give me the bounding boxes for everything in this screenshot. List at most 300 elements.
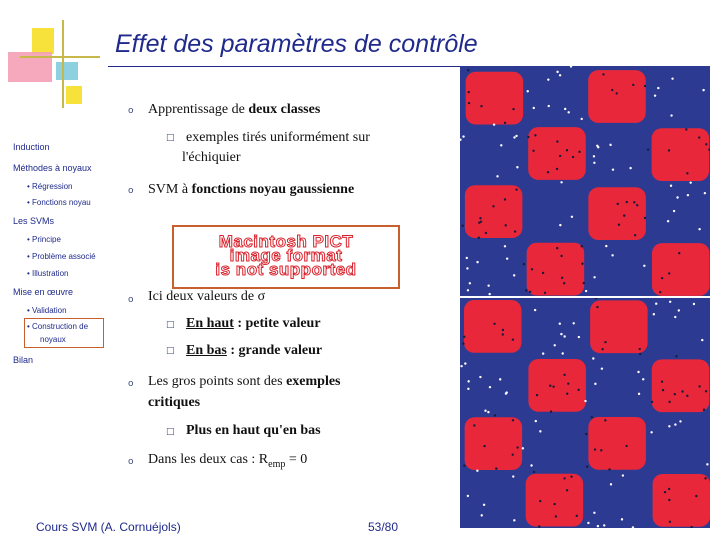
sidebar-item-validation[interactable]: • Validation [27, 306, 67, 315]
sample-point [670, 185, 672, 187]
sample-point [512, 419, 514, 421]
bullet-3 [148, 289, 265, 305]
bullet-circle-icon: o [128, 379, 134, 389]
bullet-circle-icon: o [128, 295, 134, 305]
bullet-3-sub-2 [186, 343, 322, 359]
bullet-4-line1 [148, 374, 341, 390]
en-bas-value: : grande valeur [226, 343, 323, 358]
sample-point [612, 168, 614, 170]
sample-point [492, 205, 494, 207]
sample-point [585, 290, 587, 292]
sample-point [617, 203, 619, 205]
sample-point [593, 512, 595, 514]
sample-point [626, 201, 628, 203]
sample-point [703, 409, 705, 411]
bullet-2 [148, 182, 354, 198]
sample-point [705, 390, 707, 392]
sample-point [633, 201, 635, 203]
decor-square-yellow [32, 28, 54, 54]
sample-point [547, 78, 549, 80]
sample-point [535, 420, 537, 422]
sidebar-item-mise-en-oeuvre[interactable]: Mise en œuvre [13, 287, 74, 297]
red-region [652, 359, 710, 412]
sample-point [533, 107, 535, 109]
sample-point [685, 128, 687, 130]
sample-point [564, 108, 566, 110]
sample-point [695, 495, 697, 497]
sample-point [668, 425, 670, 427]
sample-point [600, 449, 602, 451]
sample-point [668, 149, 670, 151]
red-region [528, 127, 586, 180]
sample-point [506, 257, 508, 259]
sample-point [668, 499, 670, 501]
sample-point [469, 282, 471, 284]
bullet-5 [148, 452, 307, 470]
pict-line-1: Macintosh PICT [218, 232, 354, 251]
sample-point [698, 385, 700, 387]
sample-point [559, 224, 561, 226]
sample-point [505, 392, 507, 394]
sample-point [538, 525, 540, 527]
sample-point [603, 524, 605, 526]
sample-point [593, 155, 595, 157]
bullet-1-sub-line2: l'échiquier [182, 150, 241, 165]
footer-page-number: 53/80 [368, 520, 399, 534]
red-region [652, 243, 710, 296]
red-region [464, 300, 522, 353]
sample-point [661, 380, 663, 382]
sidebar-item-probleme[interactable]: • Problème associé [27, 252, 96, 261]
decor-square-yellow-2 [66, 86, 82, 104]
sample-point [539, 430, 541, 432]
sample-point [578, 151, 580, 153]
sample-point [542, 272, 544, 274]
sidebar-item-regression[interactable]: • Régression [27, 182, 73, 191]
sample-point [647, 148, 649, 150]
sample-point [512, 475, 514, 477]
sample-point [515, 188, 517, 190]
sample-point [559, 323, 561, 325]
sample-point [547, 171, 549, 173]
sample-point [654, 94, 656, 96]
sample-point [542, 352, 544, 354]
sample-point [466, 267, 468, 269]
sample-point [467, 69, 469, 71]
sample-point [687, 194, 689, 196]
bullet-3-text: Ici deux valeurs de [148, 289, 258, 304]
sample-point [512, 453, 514, 455]
sample-point [616, 92, 618, 94]
sample-point [581, 245, 583, 247]
sample-point [566, 149, 568, 151]
sidebar-item-principe[interactable]: • Principe [27, 235, 61, 244]
pict-line-2: image format [229, 246, 343, 265]
sidebar-item-illustration[interactable]: • Illustration [27, 269, 69, 278]
sample-point [608, 468, 610, 470]
sample-point [566, 489, 568, 491]
bullet-1-sub-line1: exemples tirés uniformément sur [186, 130, 370, 145]
sample-point [610, 483, 612, 485]
bullet-4-text: Les gros points sont des [148, 374, 287, 389]
sample-point [593, 162, 595, 164]
sample-point [504, 122, 506, 124]
sample-point [481, 514, 483, 516]
sample-point [578, 336, 580, 338]
sample-point [605, 245, 607, 247]
sample-point [583, 282, 585, 284]
sample-point [502, 333, 504, 335]
sample-point [671, 77, 673, 79]
sample-point [534, 134, 536, 136]
sample-point [670, 114, 672, 116]
sample-point [480, 220, 482, 222]
sample-point [467, 380, 469, 382]
sample-point [629, 167, 631, 169]
sample-point [522, 447, 524, 449]
sample-point [529, 291, 531, 293]
sample-point [499, 378, 501, 380]
sample-point [567, 111, 569, 113]
sample-point [642, 378, 644, 380]
red-region [652, 128, 710, 181]
sample-point [560, 181, 562, 183]
sample-point [661, 277, 663, 279]
sample-point [657, 87, 659, 89]
sample-point [484, 410, 486, 412]
sample-point [653, 313, 655, 315]
title-underline [108, 66, 520, 67]
red-region [588, 187, 646, 240]
sample-point [556, 140, 558, 142]
sample-point [674, 393, 676, 395]
sample-point [527, 136, 529, 138]
sample-point [678, 309, 680, 311]
sample-point [483, 504, 485, 506]
sample-point [650, 431, 652, 433]
sample-point [531, 268, 533, 270]
sample-point [693, 303, 695, 305]
sample-point [675, 355, 677, 357]
sample-point [669, 521, 671, 523]
sample-point [560, 333, 562, 335]
sample-point [618, 224, 620, 226]
sample-point [597, 525, 599, 527]
sample-point [463, 464, 465, 466]
sample-point [594, 383, 596, 385]
bullet-4-bold-1: exemples [286, 374, 341, 389]
sample-point [478, 236, 480, 238]
sample-point [513, 136, 515, 138]
pict-line-3: is not supported [215, 260, 357, 279]
checkerboard-figure [460, 66, 710, 528]
sample-point [505, 224, 507, 226]
bullet-1 [148, 102, 320, 118]
sample-point [495, 467, 497, 469]
sidebar-item-induction[interactable]: Induction [13, 142, 50, 152]
sample-point [668, 488, 670, 490]
sample-point [638, 393, 640, 395]
sample-point [515, 135, 517, 137]
sample-point [493, 123, 495, 125]
sample-point [576, 515, 578, 517]
sample-point [604, 419, 606, 421]
sample-point [485, 232, 487, 234]
bullet-circle-icon: o [128, 186, 134, 196]
sample-point [704, 192, 706, 194]
sample-point [702, 89, 704, 91]
bullet-circle-icon: o [128, 457, 134, 467]
sample-point [655, 303, 657, 305]
sample-point [593, 276, 595, 278]
sample-point [644, 85, 646, 87]
bullet-1-bold: deux classes [248, 102, 321, 117]
sample-point [651, 401, 653, 403]
sample-point [552, 385, 554, 387]
sample-point [581, 118, 583, 120]
sample-point [602, 73, 604, 75]
sample-point [689, 181, 691, 183]
sample-point [676, 196, 678, 198]
sample-point [523, 263, 525, 265]
en-haut-label: En haut [186, 316, 234, 331]
sample-point [514, 230, 516, 232]
sample-point [643, 265, 645, 267]
sample-point [673, 210, 675, 212]
sample-point [636, 204, 638, 206]
decor-hline [20, 56, 100, 58]
bullet-square-icon: □ [166, 320, 175, 330]
sidebar-item-svms[interactable]: Les SVMs [13, 216, 55, 226]
sample-point [664, 491, 666, 493]
sample-point [567, 382, 569, 384]
sample-point [461, 225, 463, 227]
bullet-square-icon: □ [166, 427, 175, 437]
bullet-5-text: Dans les deux cas : R [148, 452, 269, 467]
sample-point [516, 446, 518, 448]
sample-point [604, 341, 606, 343]
red-region [465, 185, 523, 238]
sample-point [659, 291, 661, 293]
sidebar-item-noyaux[interactable]: noyaux [40, 335, 66, 344]
sample-point [632, 84, 634, 86]
sample-point [562, 352, 564, 354]
sample-point [525, 289, 527, 291]
sample-point [674, 316, 676, 318]
sample-point [623, 214, 625, 216]
sample-point [487, 411, 489, 413]
sample-point [555, 515, 557, 517]
sidebar-item-construction[interactable]: • Construction de [27, 322, 89, 331]
sample-point [681, 390, 683, 392]
red-region [528, 359, 586, 412]
sample-point [502, 329, 504, 331]
footer-author: Cours SVM (A. Cornuéjols) [36, 520, 181, 534]
sample-point [668, 401, 670, 403]
sample-point [539, 500, 541, 502]
sample-point [468, 102, 470, 104]
sample-point [570, 475, 572, 477]
sidebar-item-fonctions-noyau[interactable]: • Fonctions noyau [27, 198, 91, 207]
sample-point [686, 395, 688, 397]
sample-point [504, 245, 506, 247]
red-region [653, 474, 710, 527]
sample-point [534, 309, 536, 311]
sample-point [479, 376, 481, 378]
red-region [588, 70, 646, 123]
sample-point [571, 216, 573, 218]
sample-point [563, 335, 565, 337]
sample-point [559, 74, 561, 76]
pict-placeholder [172, 225, 400, 289]
sample-point [487, 284, 489, 286]
bullet-square-icon: □ [166, 133, 175, 143]
sample-point [512, 108, 514, 110]
sample-point [611, 254, 613, 256]
sidebar-item-methodes[interactable]: Méthodes à noyaux [13, 163, 92, 173]
sample-point [464, 362, 466, 364]
bullet-2-text: SVM à [148, 182, 192, 197]
sample-point [527, 90, 529, 92]
sample-point [476, 261, 478, 263]
bullet-3-sub-1 [186, 316, 321, 332]
sample-point [516, 166, 518, 168]
sample-point [563, 374, 565, 376]
sample-point [667, 220, 669, 222]
sample-point [473, 424, 475, 426]
en-bas-label: En bas [186, 343, 227, 358]
sample-point [489, 386, 491, 388]
sample-point [563, 282, 565, 284]
sample-point [468, 91, 470, 93]
sample-point [532, 150, 534, 152]
sample-point [466, 257, 468, 259]
sample-point [467, 388, 469, 390]
sample-point [483, 445, 485, 447]
sample-point [496, 175, 498, 177]
sample-point [544, 292, 546, 294]
bullet-5-equals: = 0 [285, 452, 308, 467]
sample-point [622, 474, 624, 476]
sample-point [572, 156, 574, 158]
decor-vline [62, 20, 64, 108]
red-region [588, 417, 646, 470]
sample-point [493, 323, 495, 325]
sample-point [596, 306, 598, 308]
sample-point [512, 338, 514, 340]
red-region [527, 243, 585, 296]
sample-point [479, 217, 481, 219]
sample-point [513, 274, 515, 276]
sample-point [644, 217, 646, 219]
sample-point [669, 301, 671, 303]
sample-point [488, 293, 490, 295]
sample-point [460, 365, 462, 367]
sample-point [621, 518, 623, 520]
sample-point [573, 322, 575, 324]
sample-point [592, 357, 594, 359]
sample-point [585, 433, 587, 435]
sample-point [553, 503, 555, 505]
sample-point [561, 277, 563, 279]
sample-point [566, 392, 568, 394]
sample-point [701, 339, 703, 341]
sample-point [556, 168, 558, 170]
sample-point [533, 471, 535, 473]
sample-point [601, 348, 603, 350]
sample-point [596, 145, 598, 147]
sample-point [674, 423, 676, 425]
sample-point [581, 263, 583, 265]
sample-point [560, 255, 562, 257]
sample-point [601, 367, 603, 369]
sample-point [611, 89, 613, 91]
sample-point [609, 144, 611, 146]
sample-point [639, 353, 641, 355]
sample-point [504, 198, 506, 200]
red-region [466, 72, 524, 125]
en-haut-value: : petite valeur [233, 316, 321, 331]
slide-title: Effet des paramètres de contrôle [115, 30, 478, 58]
sample-point [513, 519, 515, 521]
sample-point [698, 136, 700, 138]
sample-point [706, 463, 708, 465]
sample-point [686, 172, 688, 174]
sample-point [678, 252, 680, 254]
sidebar-item-bilan[interactable]: Bilan [13, 355, 34, 365]
bullet-5-subscript: emp [268, 458, 286, 470]
sample-point [698, 228, 700, 230]
sample-point [536, 394, 538, 396]
sample-point [563, 477, 565, 479]
sample-point [500, 144, 502, 146]
sample-point [591, 416, 593, 418]
sample-point [634, 234, 636, 236]
red-region [590, 300, 648, 353]
sample-point [587, 522, 589, 524]
sample-point [462, 343, 464, 345]
sample-point [463, 336, 465, 338]
decor-square-cyan [56, 62, 78, 80]
sigma-symbol: σ [257, 289, 266, 304]
sample-point [467, 289, 469, 291]
bullet-4-sub-1: Plus en haut qu'en bas [186, 423, 321, 438]
sample-point [662, 389, 664, 391]
sample-point [467, 495, 469, 497]
bullet-2-bold: fonctions noyau gaussienne [191, 182, 355, 197]
sample-point [625, 445, 627, 447]
red-region [526, 474, 584, 527]
sample-point [549, 385, 551, 387]
sample-point [556, 71, 558, 73]
sample-point [548, 105, 550, 107]
sample-point [554, 344, 556, 346]
sample-point [480, 105, 482, 107]
sample-point [594, 448, 596, 450]
sample-point [530, 464, 532, 466]
sample-point [679, 420, 681, 422]
sample-point [462, 135, 464, 137]
sample-point [704, 477, 706, 479]
bullet-4-line2: critiques [148, 395, 201, 410]
sample-point [550, 410, 552, 412]
sample-point [638, 348, 640, 350]
sample-point [494, 414, 496, 416]
sample-point [584, 400, 586, 402]
sample-point [556, 247, 558, 249]
sample-point [577, 389, 579, 391]
sample-point [559, 155, 561, 157]
